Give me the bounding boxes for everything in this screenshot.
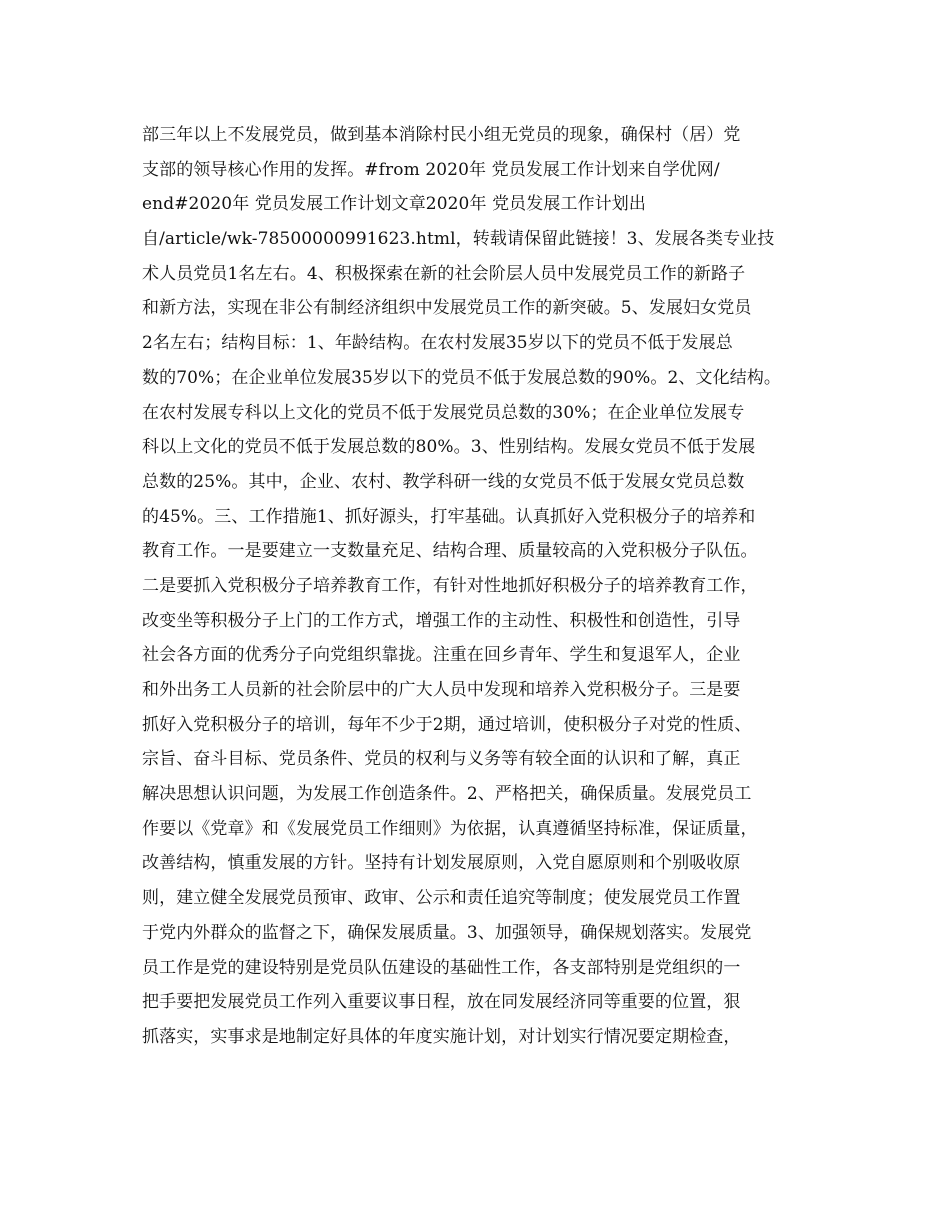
text-line: 部三年以上不发展党员，做到基本消除村民小组无党员的现象，确保村（居）党 [142,125,741,145]
text-line: 把手要把发展党员工作列入重要议事日程，放在同发展经济同等重要的位置，狠 [142,992,741,1013]
text-line: 宗旨、奋斗目标、党员条件、党员的权利与义务等有较全面的认识和了解，真正 [142,749,741,770]
text-line: 在农村发展专科以上文化的党员不低于发展党员总数的30%；在企业单位发展专 [142,402,745,423]
text-line: 和新方法，实现在非公有制经济组织中发展党员工作的新突破。5、发展妇女党员 [142,298,752,319]
text-line: 改变坐等积极分子上门的工作方式，增强工作的主动性、积极性和创造性，引导 [142,610,741,631]
text-line: 术人员党员1名左右。4、积极探索在新的社会阶层人员中发展党员工作的新路子 [142,263,746,284]
text-line: 抓好入党积极分子的培训，每年不少于2期，通过培训，使积极分子对党的性质、 [142,714,752,735]
text-line: 的45%。三、工作措施1、抓好源头，打牢基础。认真抓好入党积极分子的培养和 [142,506,756,527]
body-text [142,118,822,1055]
text-line: 抓落实，实事求是地制定好具体的年度实施计划，对计划实行情况要定期检查， [142,1026,741,1047]
text-line: 总数的25%。其中，企业、农村、教学科研一线的女党员不低于发展女党员总数 [142,471,745,492]
text-line: 于党内外群众的监督之下，确保发展质量。3、加强领导，确保规划落实。发展党 [142,922,752,943]
text-line: 解决思想认识问题，为发展工作创造条件。2、严格把关，确保质量。发展党员工 [142,784,752,805]
text-line: 社会各方面的优秀分子向党组织靠拢。注重在回乡青年、学生和复退军人，企业 [142,645,741,666]
text-line: 科以上文化的党员不低于发展总数的80%。3、性别结构。发展女党员不低于发展 [142,437,756,458]
text-line: 自/article/wk-78500000991623.html，转载请保留此链接！3、发展各类专业技 [142,229,775,250]
text-line: 则，建立健全发展党员预审、政审、公示和责任追究等制度；使发展党员工作置 [142,888,741,909]
text-line: 支部的领导核心作用的发挥。#from 2020年 党员发展工作计划来自学优网/ [142,159,720,180]
text-line: 教育工作。一是要建立一支数量充足、结构合理、质量较高的入党积极分子队伍。 [142,541,758,562]
text-line: end#2020年 党员发展工作计划文章2020年 党员发展工作计划出 [142,194,646,215]
text-line: 员工作是党的建设特别是党员队伍建设的基础性工作，各支部特别是党组织的一 [142,957,741,978]
text-line: 作要以《党章》和《发展党员工作细则》为依据，认真遵循坚持标准，保证质量， [142,818,758,839]
text-line: 数的70%；在企业单位发展35岁以下的党员不低于发展总数的90%。2、文化结构。 [142,367,782,388]
text-line: 二是要抓入党积极分子培养教育工作，有针对性地抓好积极分子的培养教育工作， [142,575,758,596]
text-line: 和外出务工人员新的社会阶层中的广大人员中发现和培养入党积极分子。三是要 [142,680,741,700]
text-line: 2名左右；结构目标：1、年龄结构。在农村发展35岁以下的党员不低于发展总 [142,333,733,354]
text-line: 改善结构，慎重发展的方针。坚持有计划发展原则，入党自愿原则和个别吸收原 [142,853,741,874]
